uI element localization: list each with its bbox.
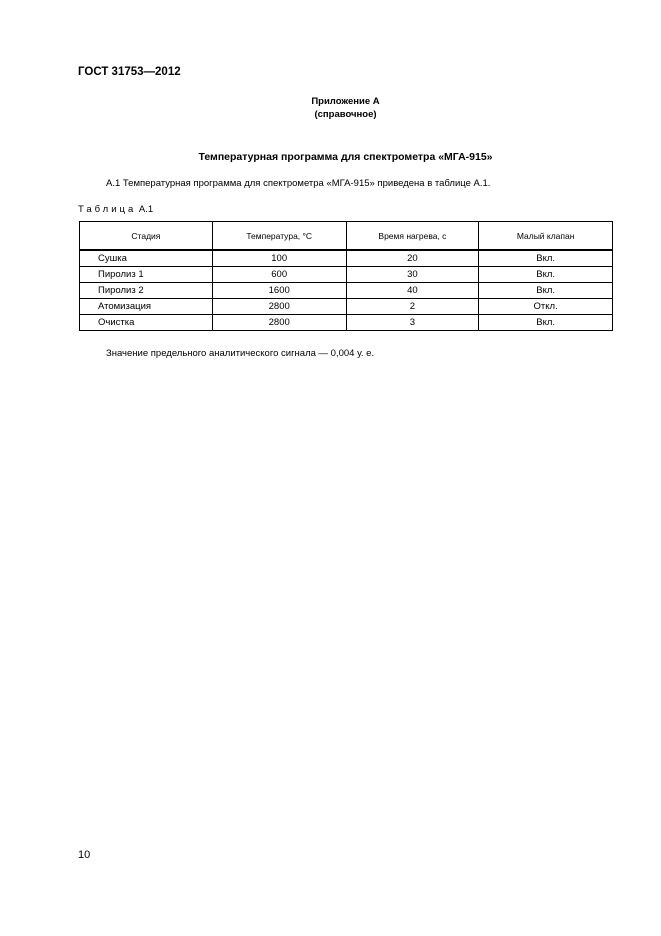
section-title: Температурная программа для спектрометра «МГА-915» [198,151,493,163]
temperature-program-table [79,221,613,331]
cell-temperature: 2800 [212,315,346,331]
cell-stage: Очистка [80,315,213,331]
column-header-stage: Стадия [80,222,213,251]
appendix-subtitle: (справочное) [314,109,377,120]
cell-heating-time: 20 [346,250,479,267]
cell-small-valve: Вкл. [479,283,613,299]
cell-heating-time: 30 [346,267,479,283]
cell-stage: Пиролиз 2 [80,283,213,299]
cell-small-valve: Вкл. [479,315,613,331]
table-row [80,283,613,299]
table-header-row [80,222,613,251]
appendix-title: Приложение А [311,96,380,107]
cell-temperature: 2800 [212,299,346,315]
cell-heating-time: 40 [346,283,479,299]
cell-temperature: 1600 [212,283,346,299]
column-header-small-valve: Малый клапан [479,222,613,251]
cell-stage: Атомизация [80,299,213,315]
cell-small-valve: Вкл. [479,250,613,267]
standard-header: ГОСТ 31753—2012 [78,66,181,78]
cell-heating-time: 2 [346,299,479,315]
table-row [80,299,613,315]
cell-stage: Пиролиз 1 [80,267,213,283]
appendix-heading [0,95,661,121]
section-paragraph: А.1 Температурная программа для спектрометра «МГА-915» приведена в таблице А.1. [106,178,491,189]
cell-heating-time: 3 [346,315,479,331]
table-row [80,315,613,331]
page-number: 10 [78,849,91,861]
column-header-heating-time: Время нагрева, с [346,222,479,251]
table-row [80,267,613,283]
cell-stage: Сушка [80,250,213,267]
cell-small-valve: Вкл. [479,267,613,283]
cell-small-valve: Откл. [479,299,613,315]
cell-temperature: 100 [212,250,346,267]
table-caption [78,204,153,215]
signal-note: Значение предельного аналитического сигнала — 0,004 у. е. [106,348,375,359]
column-header-temperature: Температура, °С [212,222,346,251]
table-caption-word: Таблица [78,204,137,215]
cell-temperature: 600 [212,267,346,283]
table-row [80,250,613,267]
table-caption-number: А.1 [138,204,154,215]
